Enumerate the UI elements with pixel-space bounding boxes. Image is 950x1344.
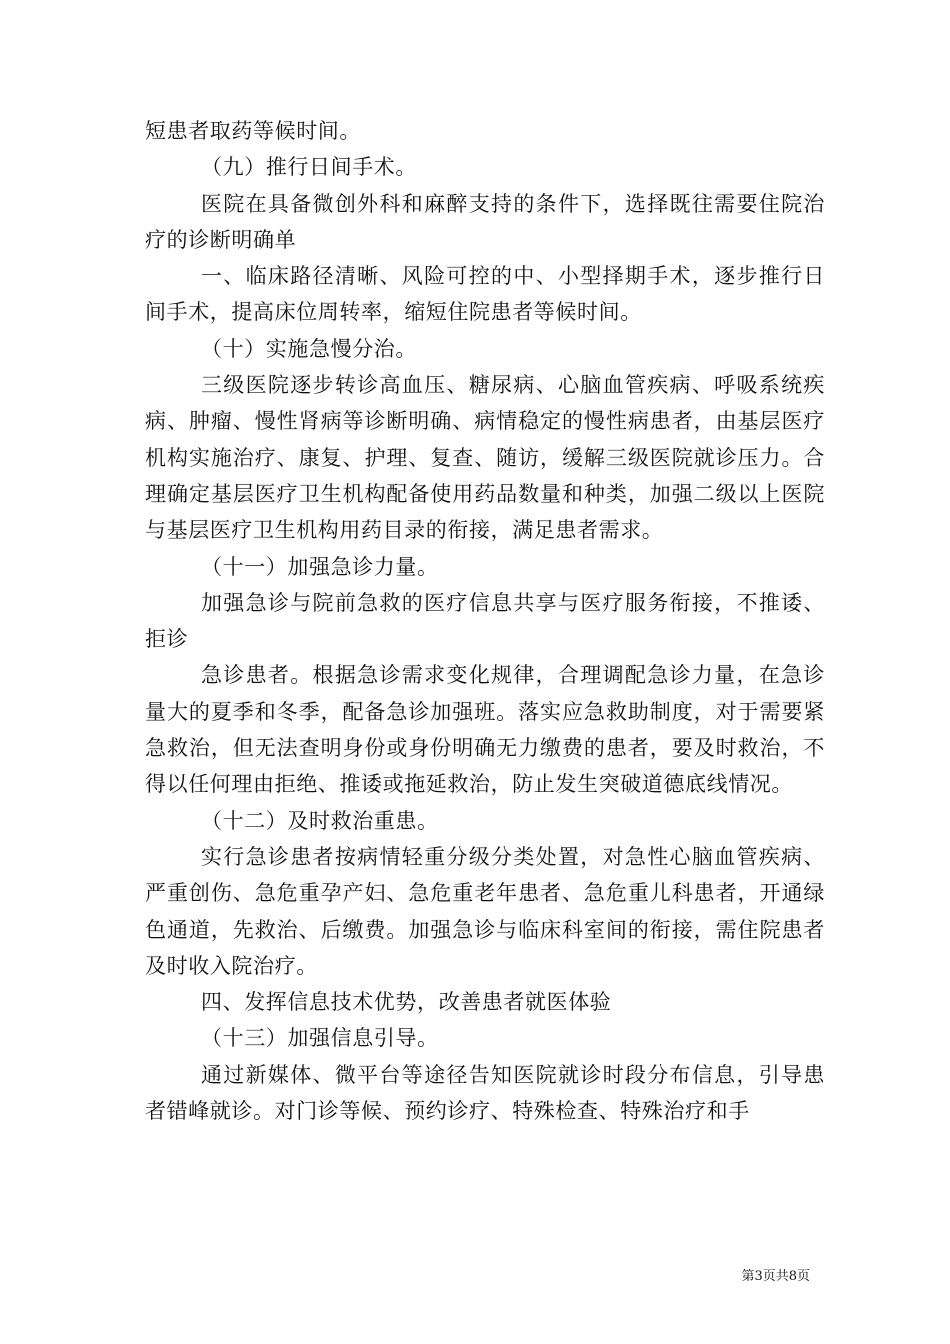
paragraph-0: 短患者取药等候时间。 <box>145 119 361 143</box>
paragraph-5: 三级医院逐步转诊高血压、糖尿病、心脑血管疾病、呼吸系统疾病、肿瘤、慢性肾病等诊断明确、病情稳定的慢性病患者，由基层医疗机构实施治疗、康复、护理、复查、随访，缓解三级医院就诊压力。合理确定基层医疗卫生机构配备使用药品数量和种类，加强二级以上医院与基层医疗卫生机构用药目录的衔接，满足患者需求。 <box>145 373 825 543</box>
paragraph-7: 加强急诊与院前急救的医疗信息共享与医疗服务衔接，不推诿、拒诊 <box>145 590 825 652</box>
paragraph-8: 急诊患者。根据急诊需求变化规律，合理调配急诊力量，在急诊量大的夏季和冬季，配备急诊加强班。落实应急救助制度，对于需要紧急救治，但无法查明身份或身份明确无力缴费的患者，要及时救治，不得以任何理由拒绝、推诿或拖延救治，防止发生突破道德底线情况。 <box>145 663 825 797</box>
section-heading-13: （十三）加强信息引导。 <box>201 1026 439 1051</box>
page-number-footer: 第3页共8页 <box>741 1269 810 1284</box>
section-heading-12: （十二）及时救治重患。 <box>201 808 439 833</box>
section-heading-9: （九）推行日间手术。 <box>201 155 417 180</box>
paragraph-3: 一、临床路径清晰、风险可控的中、小型择期手术，逐步推行日间手术，提高床位周转率，缩短住院患者等候时间。 <box>145 264 825 325</box>
paragraph-2: 医院在具备微创外科和麻醉支持的条件下，选择既往需要住院治疗的诊断明确单 <box>145 191 825 252</box>
paragraph-10: 实行急诊患者按病情轻重分级分类处置，对急性心脑血管疾病、严重创伤、急危重孕产妇、急危重老年患者、急危重儿科患者，开通绿色通道，先救治、后缴费。加强急诊与临床科室间的衔接，需住院患者及时收入院治疗。 <box>145 844 825 978</box>
chapter-heading-4: 四、发挥信息技术优势，改善患者就医体验 <box>201 990 612 1015</box>
document-body <box>145 113 825 1129</box>
paragraph-13: 通过新媒体、微平台等途径告知医院就诊时段分布信息，引导患者错峰就诊。对门诊等候、预约诊疗、特殊检查、特殊治疗和手 <box>145 1062 825 1124</box>
section-heading-10: （十）实施急慢分治。 <box>201 336 417 361</box>
section-heading-11: （十一）加强急诊力量。 <box>201 554 439 579</box>
